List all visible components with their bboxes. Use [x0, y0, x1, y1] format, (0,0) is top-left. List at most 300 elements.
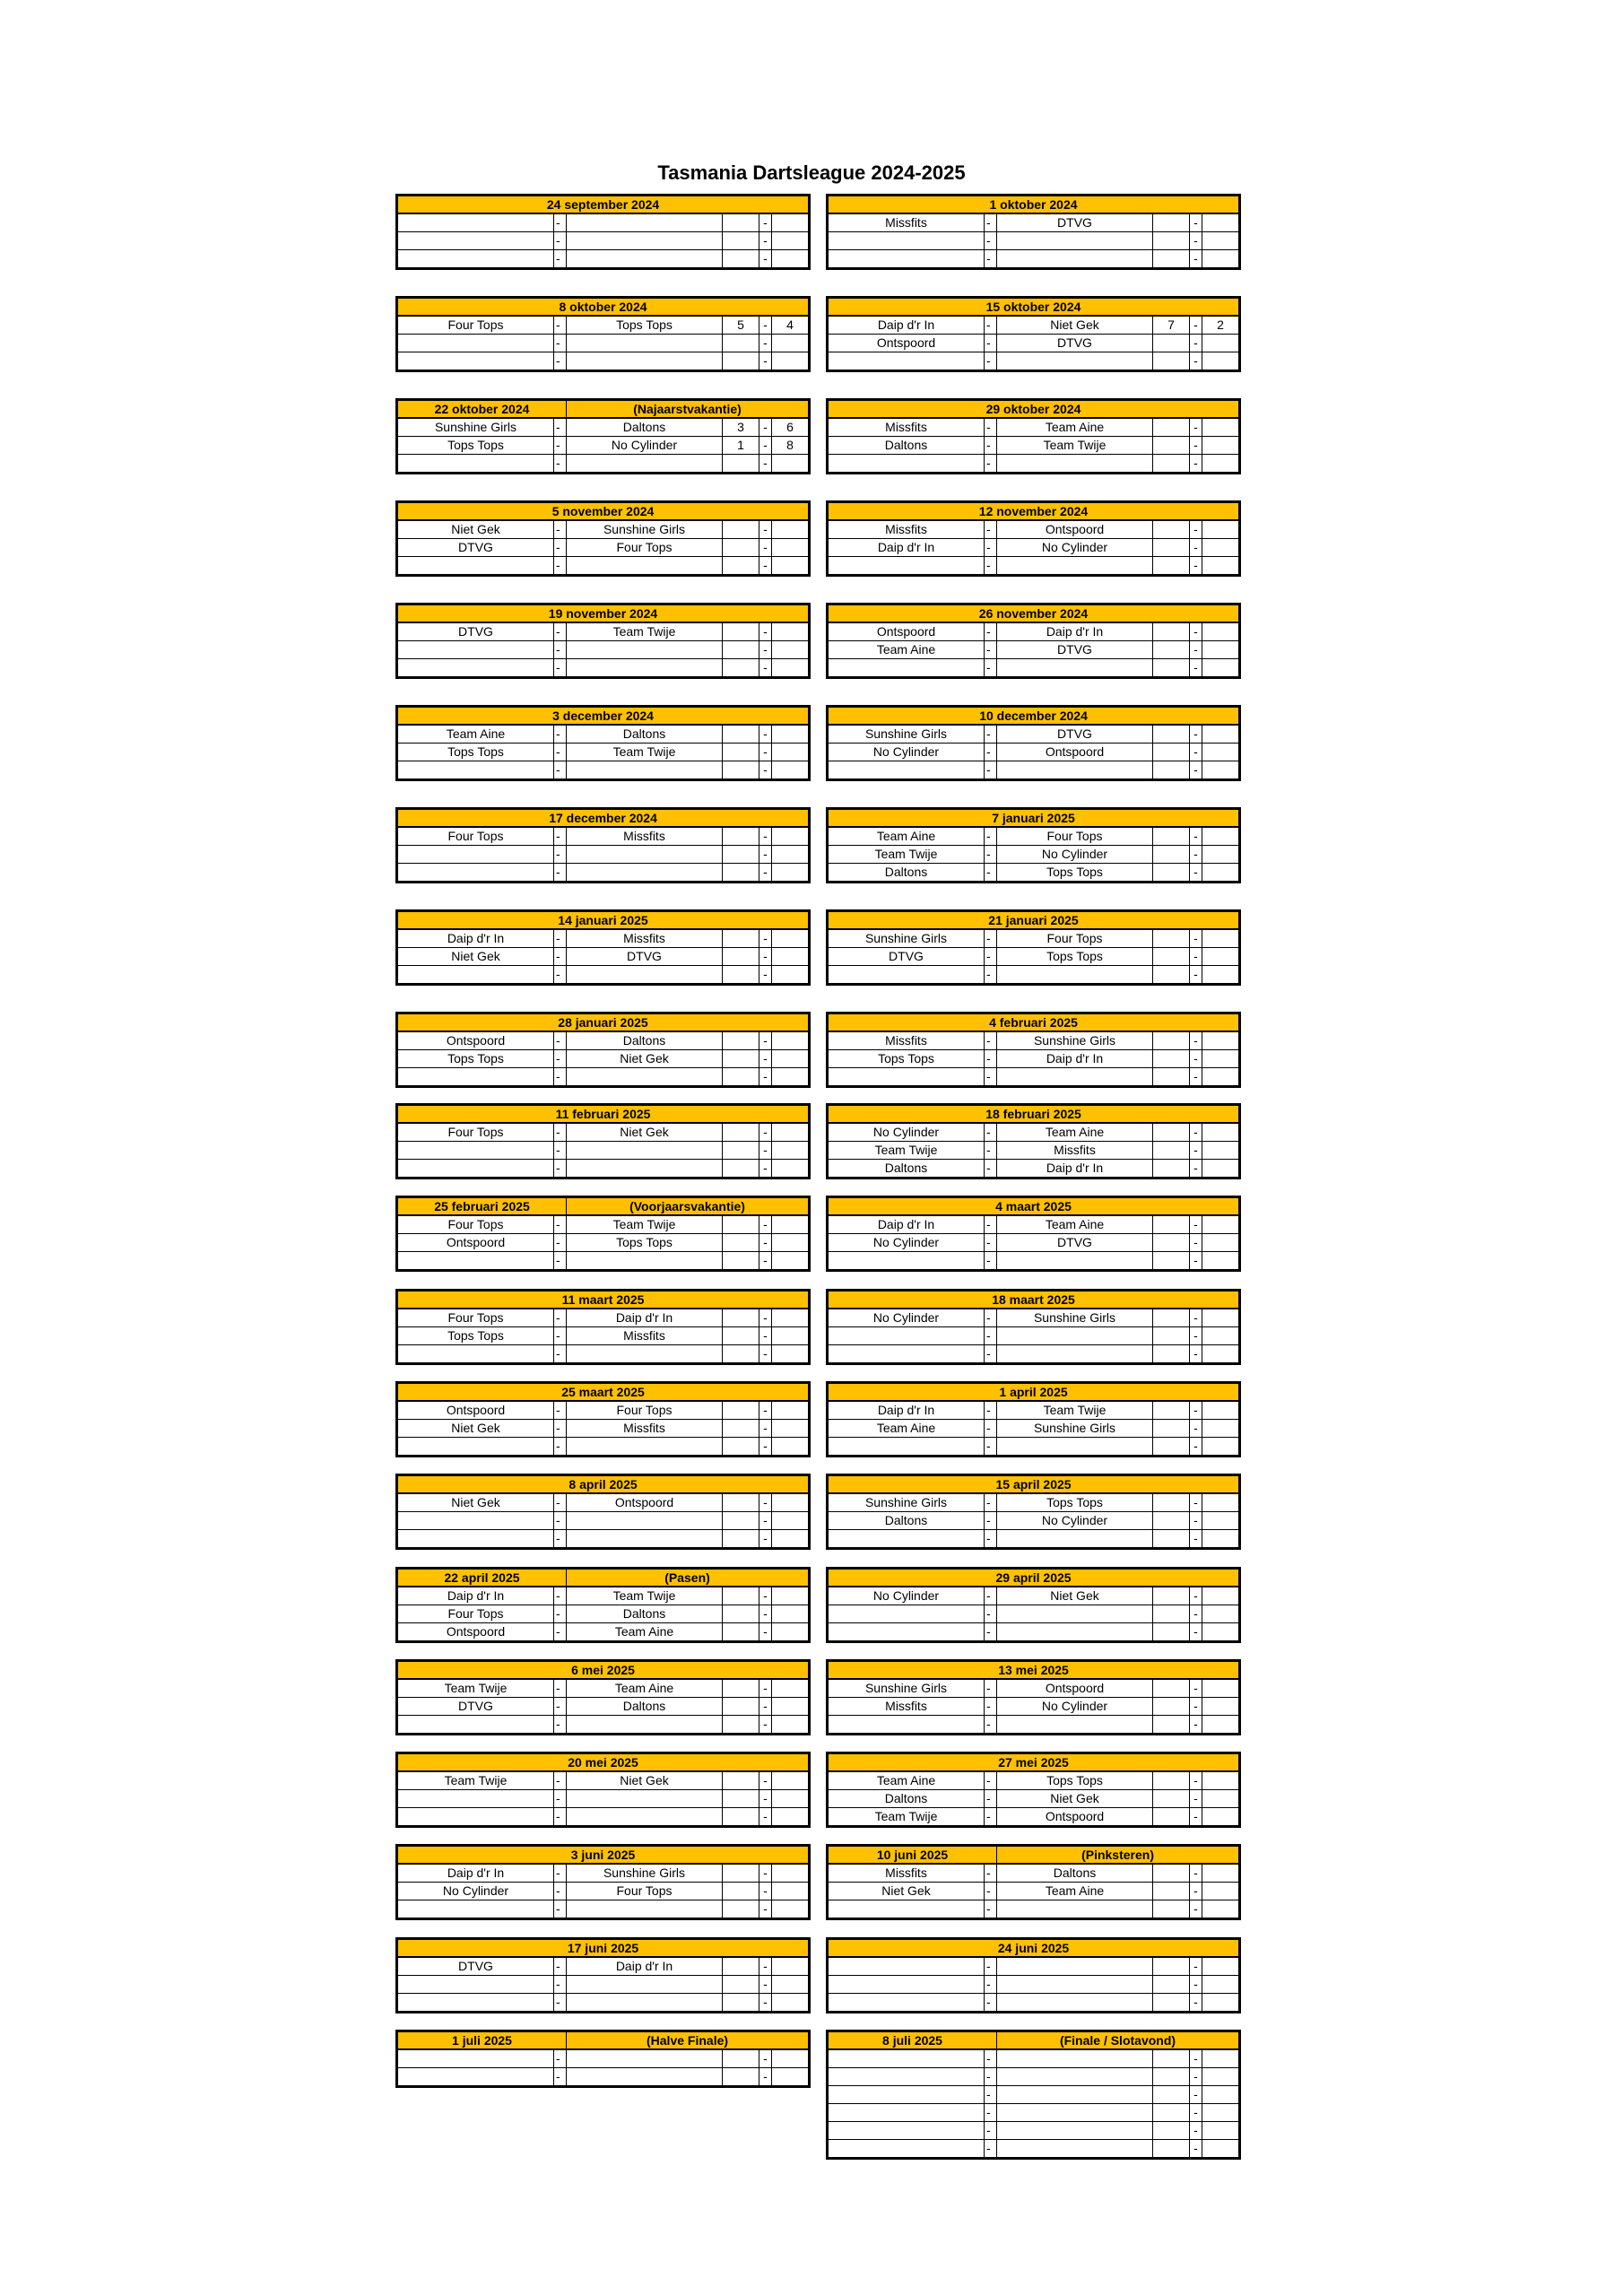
vs-dash: - [554, 539, 567, 557]
match-row [828, 641, 1240, 659]
match-row [397, 1438, 810, 1457]
away-team [567, 1345, 723, 1364]
score-dash: - [1190, 1808, 1202, 1827]
home-score [723, 352, 759, 371]
away-score [1202, 1864, 1240, 1883]
home-team [828, 232, 985, 250]
away-score [1202, 1493, 1240, 1512]
home-score [1153, 1401, 1190, 1420]
round-block [826, 1196, 1241, 1272]
match-row [828, 213, 1240, 232]
home-team: Ontspoord [397, 1031, 554, 1050]
away-score [1202, 1050, 1240, 1068]
away-team [997, 1716, 1153, 1735]
score-dash: - [759, 929, 772, 948]
home-score [1153, 1031, 1190, 1050]
away-score [772, 1883, 810, 1900]
home-score [1153, 335, 1190, 352]
away-team: Daltons [567, 1605, 723, 1623]
vs-dash: - [985, 725, 997, 744]
score-dash: - [1190, 948, 1202, 966]
away-team [997, 455, 1153, 474]
away-team [997, 2049, 1153, 2068]
away-team: Tops Tops [997, 864, 1153, 883]
vs-dash: - [554, 1123, 567, 1142]
round-date: 13 mei 2025 [828, 1661, 1240, 1680]
round-date: 5 november 2024 [397, 502, 810, 521]
home-team [397, 659, 554, 678]
home-team [828, 1327, 985, 1345]
away-team [567, 641, 723, 659]
home-team: Team Twije [828, 846, 985, 864]
away-score [1202, 641, 1240, 659]
match-row [828, 1530, 1240, 1549]
home-team [397, 1790, 554, 1808]
vs-dash: - [985, 1679, 997, 1698]
score-dash: - [1190, 1623, 1202, 1642]
round-date: 29 oktober 2024 [828, 400, 1240, 419]
home-score [723, 1994, 759, 2013]
vs-dash: - [554, 1530, 567, 1549]
round-header [397, 502, 810, 521]
vs-dash: - [554, 557, 567, 576]
home-score [1153, 1252, 1190, 1271]
match-row [828, 1068, 1240, 1087]
home-score [1153, 1716, 1190, 1735]
home-score [1153, 864, 1190, 883]
away-score [772, 250, 810, 269]
vs-dash: - [985, 1771, 997, 1790]
home-team [828, 2086, 985, 2104]
home-score: 7 [1153, 316, 1190, 335]
round-block [395, 296, 811, 372]
home-score [1153, 1994, 1190, 2013]
match-row [828, 1123, 1240, 1142]
home-score [723, 1031, 759, 1050]
round-header [397, 809, 810, 828]
round-block [826, 296, 1241, 372]
match-row [397, 1900, 810, 1919]
home-score [1153, 2122, 1190, 2140]
vs-dash: - [554, 418, 567, 437]
score-dash: - [1190, 557, 1202, 576]
home-score [723, 1605, 759, 1623]
match-row [397, 827, 810, 846]
round-date: 22 april 2025 [397, 1569, 567, 1587]
home-score [723, 520, 759, 539]
home-score [723, 1345, 759, 1364]
match-row [397, 641, 810, 659]
match-row [828, 1050, 1240, 1068]
round-note: (Finale / Slotavond) [997, 2031, 1240, 2050]
score-dash: - [1190, 2086, 1202, 2104]
vs-dash: - [985, 2086, 997, 2104]
away-score [1202, 761, 1240, 780]
score-dash: - [759, 1587, 772, 1605]
away-score [772, 641, 810, 659]
away-score [1202, 1309, 1240, 1327]
score-dash: - [1190, 622, 1202, 641]
home-score [723, 455, 759, 474]
vs-dash: - [985, 418, 997, 437]
away-team [997, 1623, 1153, 1642]
match-row [828, 1771, 1240, 1790]
round-header [828, 707, 1240, 726]
home-score [1153, 539, 1190, 557]
home-team [828, 659, 985, 678]
home-score [723, 1401, 759, 1420]
home-score [1153, 1957, 1190, 1976]
away-score [772, 352, 810, 371]
score-dash: - [759, 1512, 772, 1530]
home-team [397, 846, 554, 864]
vs-dash: - [554, 1031, 567, 1050]
away-team: Ontspoord [997, 1679, 1153, 1698]
home-team: Daltons [828, 1160, 985, 1178]
away-team [997, 1994, 1153, 2013]
home-score [723, 1957, 759, 1976]
away-team [997, 1327, 1153, 1345]
vs-dash: - [554, 1698, 567, 1716]
score-dash: - [759, 1031, 772, 1050]
home-score [723, 1252, 759, 1271]
score-dash: - [1190, 641, 1202, 659]
score-dash: - [759, 1994, 772, 2013]
vs-dash: - [985, 232, 997, 250]
match-row [828, 659, 1240, 678]
away-score [1202, 1716, 1240, 1735]
vs-dash: - [554, 335, 567, 352]
home-team [828, 2122, 985, 2140]
score-dash: - [759, 1123, 772, 1142]
away-team: DTVG [997, 335, 1153, 352]
match-row [397, 1160, 810, 1178]
round-block [826, 194, 1241, 270]
home-team: Tops Tops [397, 437, 554, 455]
score-dash: - [759, 622, 772, 641]
away-score: 8 [772, 437, 810, 455]
away-team [567, 1252, 723, 1271]
round-header [397, 1661, 810, 1680]
away-score: 2 [1202, 316, 1240, 335]
home-score [723, 1900, 759, 1919]
home-score [1153, 1512, 1190, 1530]
match-row [397, 520, 810, 539]
vs-dash: - [554, 520, 567, 539]
match-row [828, 1031, 1240, 1050]
match-row [397, 1698, 810, 1716]
away-team [567, 213, 723, 232]
home-score [1153, 2140, 1190, 2159]
vs-dash: - [985, 2068, 997, 2086]
match-row [828, 761, 1240, 780]
vs-dash: - [554, 1716, 567, 1735]
away-score [772, 1808, 810, 1827]
round-block [826, 807, 1241, 883]
home-team: Daip d'r In [828, 316, 985, 335]
score-dash: - [1190, 846, 1202, 864]
away-score [1202, 1142, 1240, 1160]
away-team: Tops Tops [567, 1234, 723, 1252]
score-dash: - [759, 1790, 772, 1808]
match-row [397, 557, 810, 576]
home-team: Daltons [828, 1512, 985, 1530]
away-score [772, 2068, 810, 2087]
vs-dash: - [554, 966, 567, 985]
home-score [723, 557, 759, 576]
away-team: Daip d'r In [997, 1050, 1153, 1068]
away-score [1202, 622, 1240, 641]
home-score [1153, 352, 1190, 371]
match-row [397, 966, 810, 985]
vs-dash: - [985, 1957, 997, 1976]
away-score [1202, 335, 1240, 352]
score-dash: - [1190, 1327, 1202, 1345]
round-header [397, 196, 810, 214]
home-team [828, 1623, 985, 1642]
home-team: No Cylinder [828, 744, 985, 761]
round-block [395, 1012, 811, 1088]
away-team: Daip d'r In [567, 1309, 723, 1327]
match-row [397, 213, 810, 232]
home-team [397, 1068, 554, 1087]
home-score [1153, 1864, 1190, 1883]
away-team [567, 659, 723, 678]
home-team: No Cylinder [828, 1309, 985, 1327]
home-team [397, 1512, 554, 1530]
round-block [395, 1844, 811, 1920]
away-team: Niet Gek [997, 1587, 1153, 1605]
away-team [997, 1957, 1153, 1976]
score-dash: - [1190, 1438, 1202, 1457]
home-team: Four Tops [397, 1309, 554, 1327]
home-team [828, 761, 985, 780]
round-date: 15 oktober 2024 [828, 298, 1240, 317]
away-team: Daltons [567, 725, 723, 744]
away-score [1202, 352, 1240, 371]
home-team: Team Twije [397, 1771, 554, 1790]
home-team: Team Aine [397, 725, 554, 744]
score-dash: - [1190, 1605, 1202, 1623]
round-date: 24 juni 2025 [828, 1939, 1240, 1958]
round-date: 7 januari 2025 [828, 809, 1240, 828]
home-score [723, 2068, 759, 2087]
vs-dash: - [554, 1994, 567, 2013]
home-score [723, 1234, 759, 1252]
away-team [567, 1160, 723, 1178]
vs-dash: - [985, 213, 997, 232]
match-row [397, 1976, 810, 1994]
away-score [772, 761, 810, 780]
round-header [828, 1013, 1240, 1032]
page-title: Tasmania Dartsleague 2024-2025 [657, 161, 966, 184]
vs-dash: - [985, 1808, 997, 1827]
away-team [997, 352, 1153, 371]
round-block [826, 1103, 1241, 1179]
match-row [828, 250, 1240, 269]
vs-dash: - [554, 948, 567, 966]
away-team: Ontspoord [997, 1808, 1153, 1827]
score-dash: - [759, 557, 772, 576]
match-row [828, 539, 1240, 557]
score-dash: - [759, 250, 772, 269]
away-score [1202, 659, 1240, 678]
round-date: 12 november 2024 [828, 502, 1240, 521]
away-team: DTVG [567, 948, 723, 966]
home-team [828, 455, 985, 474]
round-date: 10 juni 2025 [828, 1846, 997, 1865]
score-dash: - [759, 744, 772, 761]
round-header [397, 2031, 810, 2050]
score-dash: - [759, 1623, 772, 1642]
match-row [828, 929, 1240, 948]
match-row [397, 418, 810, 437]
home-score [1153, 1493, 1190, 1512]
home-score [1153, 1438, 1190, 1457]
vs-dash: - [554, 455, 567, 474]
away-team [997, 2068, 1153, 2086]
home-team: Ontspoord [828, 622, 985, 641]
home-score [1153, 557, 1190, 576]
score-dash: - [1190, 418, 1202, 437]
away-score [1202, 1883, 1240, 1900]
away-team [567, 455, 723, 474]
round-date: 17 juni 2025 [397, 1939, 810, 1958]
away-score [1202, 1530, 1240, 1549]
away-team [997, 1068, 1153, 1087]
match-row [397, 2049, 810, 2068]
home-score: 1 [723, 437, 759, 455]
away-score [1202, 437, 1240, 455]
vs-dash: - [554, 1493, 567, 1512]
match-row [397, 1605, 810, 1623]
vs-dash: - [985, 1215, 997, 1234]
away-team: DTVG [997, 1234, 1153, 1252]
match-row [828, 1994, 1240, 2013]
round-block [395, 705, 811, 781]
match-row [828, 1679, 1240, 1698]
vs-dash: - [985, 1976, 997, 1994]
home-score [723, 641, 759, 659]
home-score [723, 725, 759, 744]
home-team [397, 1252, 554, 1271]
vs-dash: - [554, 1512, 567, 1530]
away-score [772, 1605, 810, 1623]
home-team: DTVG [397, 1957, 554, 1976]
vs-dash: - [554, 929, 567, 948]
round-block [395, 807, 811, 883]
home-team [828, 1530, 985, 1549]
home-team: DTVG [828, 948, 985, 966]
score-dash: - [759, 2068, 772, 2087]
score-dash: - [759, 641, 772, 659]
vs-dash: - [554, 1252, 567, 1271]
away-team: Sunshine Girls [997, 1031, 1153, 1050]
match-row [397, 1587, 810, 1605]
match-row [828, 2086, 1240, 2104]
away-team [997, 1438, 1153, 1457]
vs-dash: - [554, 250, 567, 269]
score-dash: - [1190, 335, 1202, 352]
away-team [997, 2140, 1153, 2159]
score-dash: - [759, 1420, 772, 1438]
score-dash: - [1190, 744, 1202, 761]
round-date: 1 april 2025 [828, 1383, 1240, 1402]
home-score [723, 2049, 759, 2068]
score-dash: - [1190, 1530, 1202, 1549]
home-score [1153, 2068, 1190, 2086]
match-row [397, 1142, 810, 1160]
round-date: 19 november 2024 [397, 604, 810, 623]
vs-dash: - [554, 1160, 567, 1178]
home-score [723, 335, 759, 352]
away-score [772, 1493, 810, 1512]
home-team [397, 2068, 554, 2087]
match-row [828, 1160, 1240, 1178]
vs-dash: - [985, 1327, 997, 1345]
round-header [397, 707, 810, 726]
home-score [723, 827, 759, 846]
vs-dash: - [985, 1605, 997, 1623]
vs-dash: - [985, 520, 997, 539]
round-header [828, 1197, 1240, 1216]
home-team [397, 1142, 554, 1160]
match-row [828, 744, 1240, 761]
score-dash: - [1190, 520, 1202, 539]
away-score [772, 948, 810, 966]
away-score [772, 744, 810, 761]
round-block [826, 1012, 1241, 1088]
home-score [723, 1050, 759, 1068]
score-dash: - [1190, 761, 1202, 780]
vs-dash: - [985, 1160, 997, 1178]
match-row [397, 1716, 810, 1735]
round-block [826, 1937, 1241, 2013]
home-team: Missfits [828, 213, 985, 232]
vs-dash: - [985, 929, 997, 948]
vs-dash: - [554, 2049, 567, 2068]
match-row [397, 455, 810, 474]
vs-dash: - [985, 335, 997, 352]
away-team [567, 2049, 723, 2068]
away-team: Missfits [567, 929, 723, 948]
round-block [826, 1474, 1241, 1550]
match-row [397, 1512, 810, 1530]
score-dash: - [1190, 1031, 1202, 1050]
away-team: Team Twije [567, 622, 723, 641]
away-team [567, 557, 723, 576]
match-row [397, 316, 810, 335]
away-score [1202, 846, 1240, 864]
away-score [772, 1252, 810, 1271]
home-team [397, 1976, 554, 1994]
vs-dash: - [985, 864, 997, 883]
away-team: Ontspoord [997, 744, 1153, 761]
vs-dash: - [985, 539, 997, 557]
away-score [1202, 1160, 1240, 1178]
home-score [1153, 1215, 1190, 1234]
away-team [997, 1345, 1153, 1364]
round-block [826, 2030, 1241, 2160]
round-header [828, 809, 1240, 828]
away-team [997, 2122, 1153, 2140]
match-row [397, 1493, 810, 1512]
away-score [1202, 1623, 1240, 1642]
away-score [772, 1123, 810, 1142]
away-score [1202, 1900, 1240, 1919]
score-dash: - [759, 761, 772, 780]
vs-dash: - [985, 352, 997, 371]
